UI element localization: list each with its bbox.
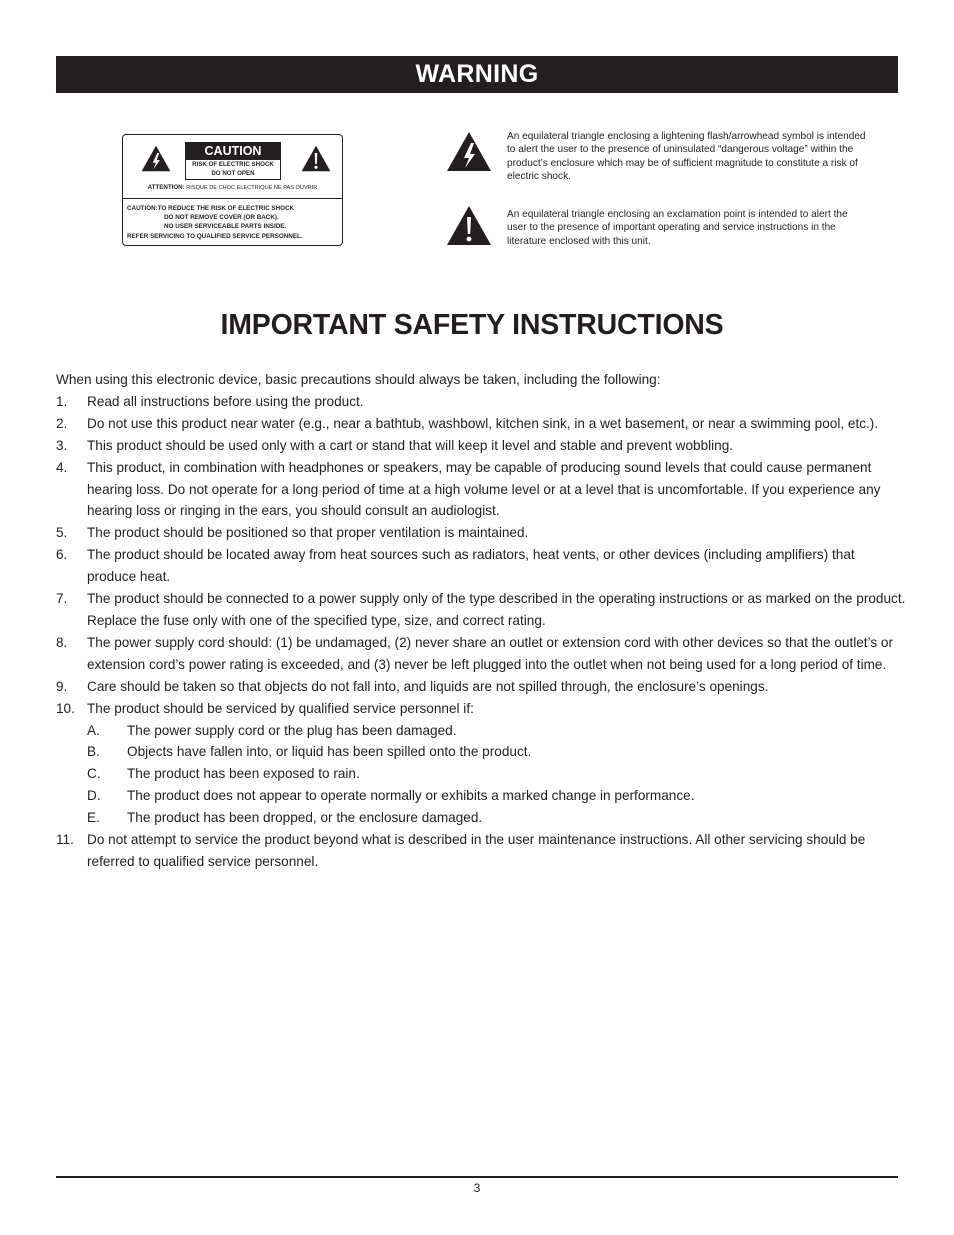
item-number: 8. <box>56 634 68 650</box>
lightning-triangle-icon <box>141 145 171 172</box>
instruction-item <box>56 522 906 544</box>
instruction-item <box>56 413 906 435</box>
sub-item <box>87 720 906 742</box>
sub-item-letter: A. <box>87 722 100 738</box>
item-text: The product should be serviced by qualified service personnel if: <box>87 700 474 716</box>
warning-banner <box>56 56 898 93</box>
caution-line: DO NOT REMOVE COVER (OR BACK). <box>164 214 279 222</box>
sub-item <box>87 741 906 763</box>
sub-item-text: The power supply cord or the plug has been damaged. <box>127 722 457 738</box>
sub-list <box>87 720 906 830</box>
item-text: The power supply cord should: (1) be undamaged, (2) never share an outlet or extension cord with other devices so that the outlet’s or extension cord’s power rating is exceeded, and (3) never be left plugged into the outlet when not being used for a long period of time. <box>87 634 894 672</box>
risk-text: RISK OF ELECTRIC SHOCK <box>192 161 274 168</box>
page-title: IMPORTANT SAFETY INSTRUCTIONS <box>220 309 724 341</box>
instruction-item <box>56 391 906 413</box>
sub-item-letter: B. <box>87 744 100 760</box>
caution-badge <box>185 142 281 180</box>
caution-line: REFER SERVICING TO QUALIFIED SERVICE PERSONNEL. <box>127 232 303 240</box>
instruction-item <box>56 544 906 588</box>
attention-line <box>123 184 342 191</box>
caution-instructions <box>127 204 339 241</box>
item-text: The product should be located away from heat sources such as radiators, heat vents, or other devices (including amplifiers) that produce heat. <box>87 547 855 585</box>
caution-divider <box>123 198 342 199</box>
item-number: 10. <box>56 700 75 716</box>
sub-item-letter: C. <box>87 766 101 782</box>
do-not-open-text: DO NOT OPEN <box>211 170 255 177</box>
item-number: 3. <box>56 437 68 453</box>
instruction-item <box>56 435 906 457</box>
item-text: The product should be positioned so that proper ventilation is maintained. <box>87 525 529 541</box>
exclamation-triangle-icon <box>301 145 331 172</box>
item-number: 9. <box>56 678 68 694</box>
warning-heading: WARNING <box>415 60 539 88</box>
instruction-item <box>56 676 906 698</box>
item-text: Read all instructions before using the product. <box>87 393 364 409</box>
safety-instructions <box>56 369 906 873</box>
instruction-item <box>56 829 906 873</box>
sub-item-text: The product has been exposed to rain. <box>127 766 360 782</box>
item-text: Do not use this product near water (e.g., near a bathtub, washbowl, kitchen sink, in a wet basement, or near a swimming pool, etc.). <box>87 415 879 431</box>
instruction-item <box>56 588 906 632</box>
item-number: 5. <box>56 525 68 541</box>
item-number: 6. <box>56 547 68 563</box>
item-number: 2. <box>56 415 68 431</box>
item-text: This product should be used only with a cart or stand that will keep it level and stable and prevent wobbling. <box>87 437 734 453</box>
item-text: The product should be connected to a power supply only of the type described in the operating instructions or as marked on the product. Replace the fuse only with one of the specified type, size, and correct rating. <box>87 591 906 628</box>
item-number: 7. <box>56 591 68 607</box>
lightning-symbol-description: An equilateral triangle enclosing a lightening flash/arrowhead symbol is intended to alert the user to the presence of uninsulated “dangerous voltage” within the product’s enclosure which may be of sufficient magnitude to constitute a risk of electric shock. <box>507 131 866 182</box>
instruction-item <box>56 457 906 523</box>
lightning-triangle-icon <box>446 131 492 172</box>
item-text: Do not attempt to service the product beyond what is described in the user maintenance instructions. All other servicing should be referred to qualified service personnel. <box>87 832 866 869</box>
caution-title: CAUTION <box>186 143 280 160</box>
instruction-list <box>56 391 906 873</box>
item-text: This product, in combination with headphones or speakers, may be capable of producing sound levels that could cause permanent hearing loss. Do not operate for a long period of time at a high volume level or at a level that is uncomfortable. If you experience any hearing loss or ringing in the ears, you should consult an audiologist. <box>87 459 881 519</box>
sub-item <box>87 785 906 807</box>
item-number: 1. <box>56 393 68 409</box>
sub-item-text: The product has been dropped, or the enclosure damaged. <box>127 810 483 826</box>
exclamation-triangle-icon <box>446 205 492 246</box>
caution-line: NO USER SERVICEABLE PARTS INSIDE. <box>164 223 287 231</box>
sub-item-letter: E. <box>87 810 100 826</box>
sub-item-text: Objects have fallen into, or liquid has been spilled onto the product. <box>127 744 532 760</box>
sub-item <box>87 763 906 785</box>
caution-line: CAUTION:TO REDUCE THE RISK OF ELECTRIC SHOCK <box>127 205 295 212</box>
attention-label: ATTENTION: <box>147 184 185 191</box>
footer-rule <box>56 1176 898 1178</box>
exclamation-symbol-description: An equilateral triangle enclosing an exclamation point is intended to alert the user to the presence of important operating and service instructions in the literature enclosed with this unit. <box>507 209 848 247</box>
caution-label-top <box>123 135 342 198</box>
instruction-item <box>56 632 906 676</box>
item-number: 11. <box>56 832 74 848</box>
sub-item-letter: D. <box>87 788 101 804</box>
page-number: 3 <box>473 1181 481 1195</box>
sub-item <box>87 807 906 829</box>
intro-text: When using this electronic device, basic precautions should always be taken, including the following: <box>56 372 661 387</box>
instruction-item <box>56 698 906 829</box>
caution-label <box>122 134 343 246</box>
item-text: Care should be taken so that objects do not fall into, and liquids are not spilled through, the enclosure’s openings. <box>87 678 769 694</box>
attention-text: RISQUE DE CHOC ELECTRIQUE NE PAS OUVRIR <box>186 185 318 191</box>
item-number: 4. <box>56 459 68 475</box>
sub-item-text: The product does not appear to operate normally or exhibits a marked change in performance. <box>127 788 695 804</box>
